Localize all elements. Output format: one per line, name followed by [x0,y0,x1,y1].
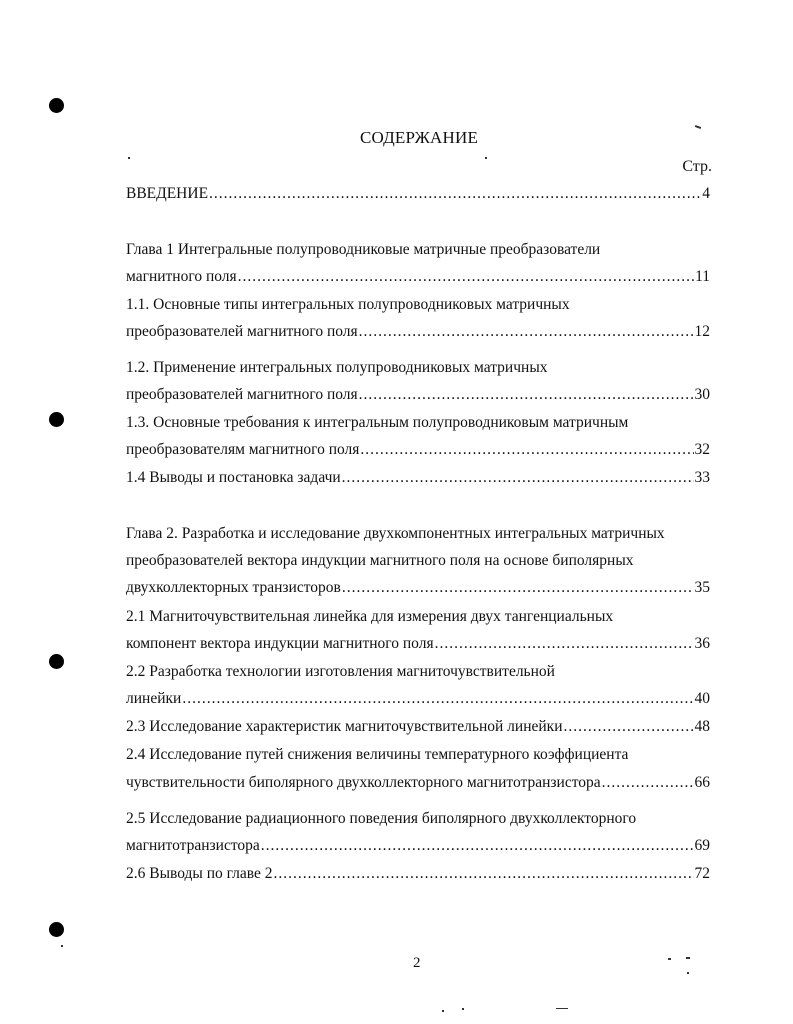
toc-chapter-2-title-line-1: Глава 2. Разработка и исследование двухкомпонентных интегральных матричных [126,525,665,542]
toc-chapter-1-title: Глава 1 Интегральные полупроводниковые матричные преобразователи [126,241,601,258]
dot-leader [342,578,694,598]
toc-entry-2-5[interactable] [126,836,710,856]
toc-entry-label: магнитного поля [126,268,237,285]
toc-chapter-2-title-line-2: преобразователей вектора индукции магнитного поля на основе биполярных [126,552,634,569]
toc-entry-page: 48 [694,718,710,735]
scan-speck [61,945,63,947]
toc-entry-chapter-1[interactable] [126,267,710,287]
page-number: 2 [413,955,421,971]
toc-entry-label: линейки [126,690,182,707]
toc-entry-1-1[interactable] [126,322,710,342]
toc-section-1-2-title: 1.2. Применение интегральных полупроводниковых матричных [126,359,548,376]
toc-entry-1-4[interactable] [126,468,710,488]
dot-leader [359,385,694,405]
toc-entry-1-3[interactable] [126,440,710,460]
toc-entry-page: 4 [702,185,710,202]
scan-speck [128,157,130,159]
dot-leader [602,773,694,793]
toc-entry-1-2[interactable] [126,385,710,405]
toc-entry-page: 69 [694,837,710,854]
toc-entry-label: преобразователей магнитного поля [126,323,358,340]
toc-entry-2-3[interactable] [126,717,710,737]
dot-leader [182,689,693,709]
toc-entry-2-6[interactable] [126,864,710,884]
page-title: СОДЕРЖАНИЕ [359,128,479,147]
dot-leader [238,267,694,287]
toc-entry-page: 72 [694,865,710,882]
toc-entry-page: 30 [694,386,710,403]
toc-entry-label: 2.3 Исследование характеристик магниточувствительной линейки [126,718,563,735]
scan-speck [687,972,689,974]
toc-section-2-2-title: 2.2 Разработка технологии изготовления магниточувствительной [126,663,555,680]
dot-leader [360,440,693,460]
toc-entry-2-2[interactable] [126,689,710,709]
scan-speck [686,957,690,959]
toc-entry-label: двухколлекторных транзисторов [126,579,341,596]
scan-speck [442,1010,444,1012]
dot-leader [274,864,694,884]
dot-leader [564,717,694,737]
dot-leader [209,184,701,204]
binder-hole-1 [49,98,64,113]
toc-entry-label: преобразователей магнитного поля [126,386,358,403]
scan-speck [556,1008,568,1009]
toc-entry-page: 66 [694,774,710,791]
toc-section-1-3-title: 1.3. Основные требования к интегральным полупроводниковым матричным [126,414,629,431]
toc-section-2-1-title: 2.1 Магниточувствительная линейка для измерения двух тангенциальных [126,608,614,625]
dot-leader [359,322,694,342]
toc-section-2-4-title: 2.4 Исследование путей снижения величины температурного коэффициента [126,746,629,763]
toc-entry-label: преобразователям магнитного поля [126,441,360,458]
toc-entry-chapter-2[interactable] [126,578,710,598]
scan-speck [668,958,671,960]
toc-entry-intro[interactable] [126,184,710,204]
toc-entry-page: 32 [694,441,710,458]
toc-entry-label: компонент вектора индукции магнитного поля [126,635,434,652]
toc-entry-2-1[interactable] [126,634,710,654]
binder-hole-4 [49,922,64,937]
toc-entry-2-4[interactable] [126,773,710,793]
page-column-label: Стр. [682,158,712,175]
dot-leader [342,468,694,488]
toc-entry-page: 11 [695,268,710,285]
scan-speck [485,157,487,159]
binder-hole-2 [49,412,64,427]
toc-section-1-1-title: 1.1. Основные типы интегральных полупроводниковых матричных [126,296,570,313]
toc-entry-page: 40 [694,690,710,707]
toc-section-2-5-title: 2.5 Исследование радиационного поведения биполярного двухколлекторного [126,810,637,827]
toc-entry-label: магнитотранзистора [126,837,260,854]
toc-entry-label: ВВЕДЕНИЕ [126,185,209,202]
toc-entry-page: 36 [694,635,710,652]
toc-entry-label: 1.4 Выводы и постановка задачи [126,469,341,486]
toc-entry-page: 12 [694,323,710,340]
toc-entry-label: чувствительности биполярного двухколлекторного магнитотранзистора [126,774,601,791]
toc-entry-page: 35 [694,579,710,596]
dot-leader [435,634,694,654]
toc-entry-label: 2.6 Выводы по главе 2 [126,865,273,882]
scan-speck [462,1008,464,1010]
dot-leader [261,836,694,856]
toc-entry-page: 33 [694,469,710,486]
binder-hole-3 [49,654,64,669]
